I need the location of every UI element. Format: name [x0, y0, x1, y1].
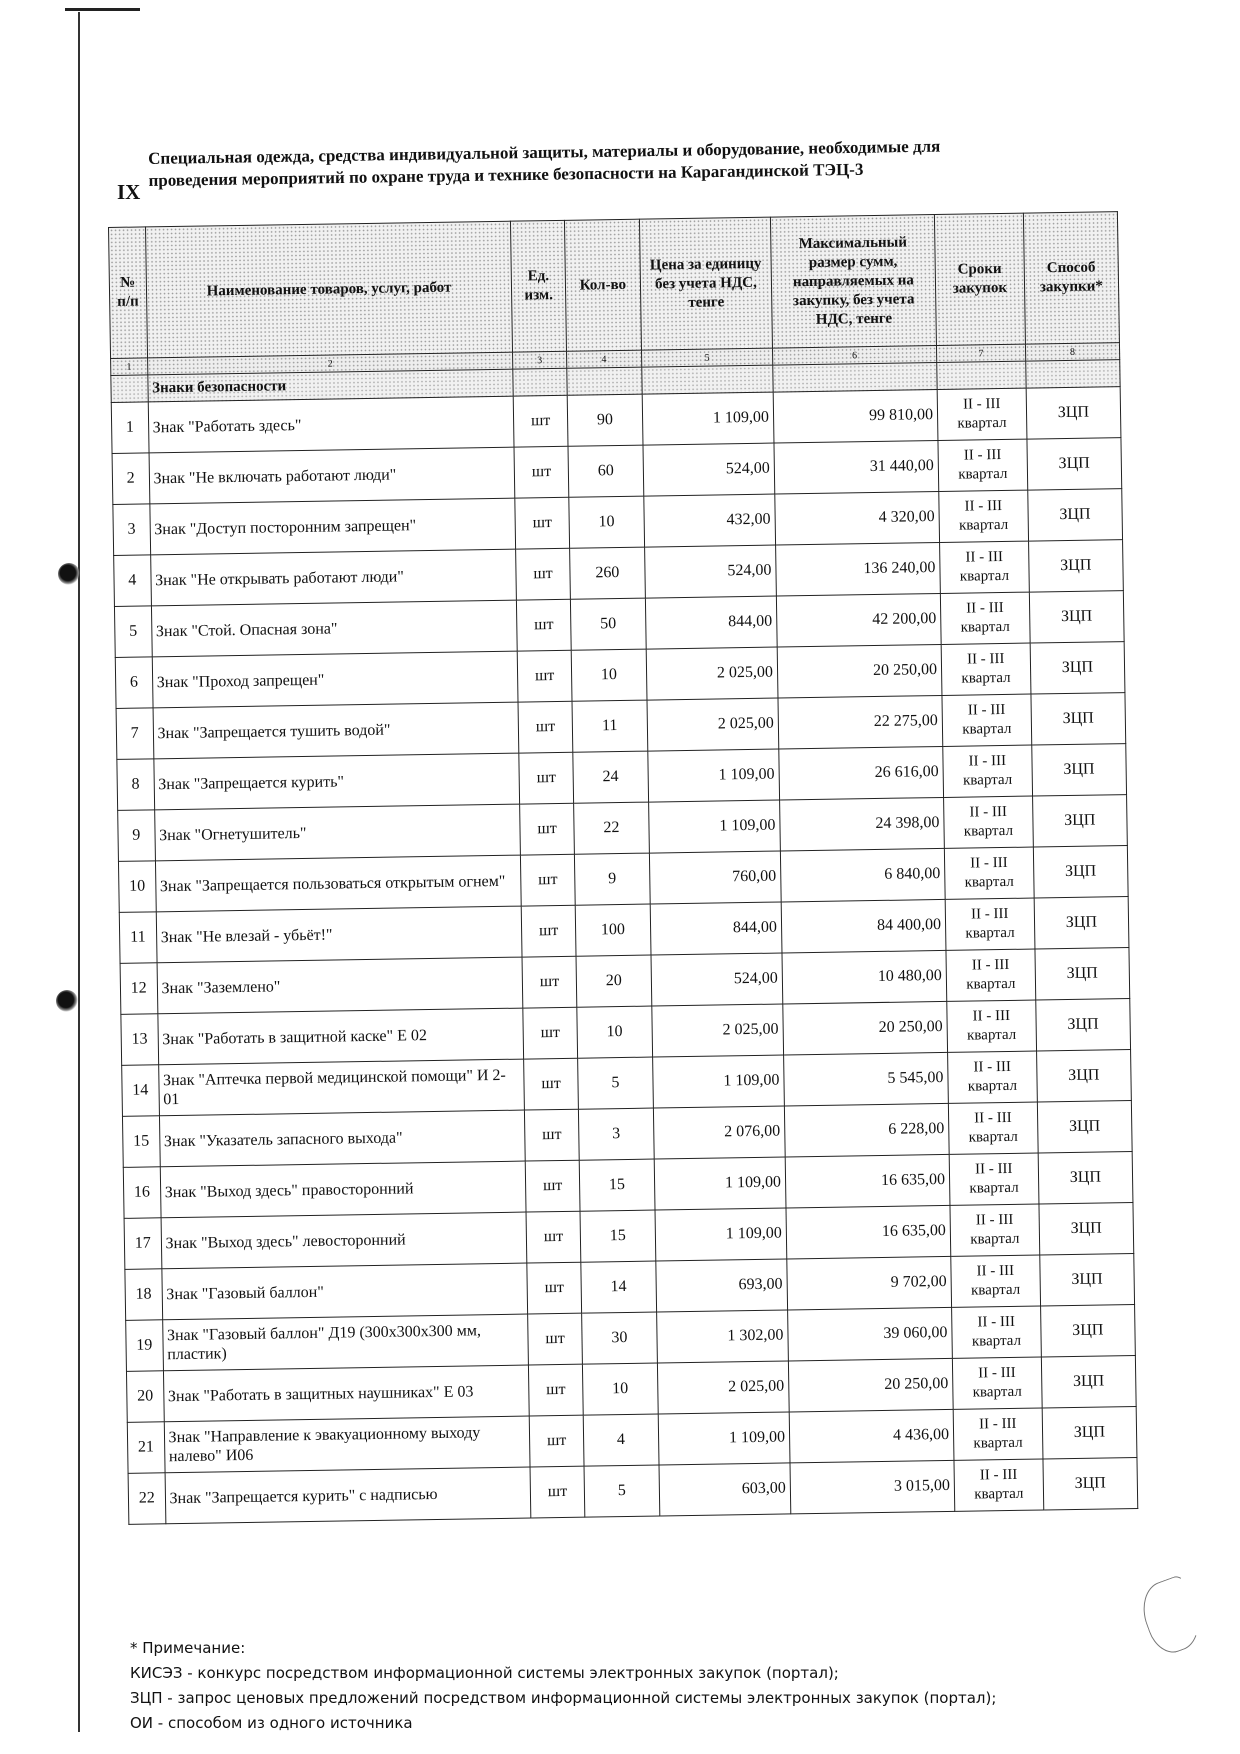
quantity-cell: 10	[568, 496, 644, 548]
unit-cell: шт	[524, 1058, 578, 1110]
item-name: Знак "Работать в защитных наушниках" Е 03	[163, 1365, 530, 1422]
quantity-cell: 22	[573, 802, 649, 854]
group-title: Знаки безопасности	[147, 369, 513, 402]
procurement-term-cell: II - III квартал	[953, 1408, 1042, 1460]
column-number: 7	[936, 344, 1025, 362]
total-sum-cell: 22 275,00	[778, 695, 943, 749]
item-name: Знак "Не открывать работают люди"	[150, 549, 517, 606]
unit-cell: шт	[517, 599, 571, 651]
total-sum-cell: 6 840,00	[780, 848, 945, 902]
column-number: 1	[111, 358, 148, 376]
procurement-method-cell: ЗЦП	[1042, 1406, 1137, 1458]
procurement-method-cell: ЗЦП	[1040, 1305, 1135, 1357]
item-name: Знак "Не влезай - убьёт!"	[156, 906, 523, 963]
procurement-term-cell: II - III квартал	[944, 796, 1033, 848]
unit-price-cell: 1 109,00	[642, 392, 774, 445]
procurement-method-cell: ЗЦП	[1039, 1203, 1134, 1255]
header-unit: Ед. изм.	[511, 220, 566, 352]
procurement-method-cell: ЗЦП	[1039, 1254, 1134, 1306]
header-name: Наименование товаров, услуг, работ	[145, 221, 513, 358]
punch-hole-mark	[56, 990, 78, 1012]
unit-price-cell: 524,00	[643, 443, 775, 496]
unit-cell: шт	[522, 905, 576, 957]
unit-cell: шт	[514, 446, 568, 498]
column-number: 5	[642, 348, 773, 367]
row-number: 9	[118, 810, 155, 862]
unit-price-cell: 1 109,00	[655, 1208, 787, 1261]
item-name: Знак "Выход здесь" правосторонний	[160, 1161, 527, 1218]
unit-cell: шт	[530, 1415, 584, 1467]
procurement-term-cell: II - III квартал	[940, 592, 1029, 644]
procurement-method-cell: ЗЦП	[1034, 897, 1129, 949]
unit-price-cell: 2 076,00	[653, 1106, 785, 1159]
table-header-row	[109, 212, 1120, 359]
unit-price-cell: 2 025,00	[657, 1361, 789, 1414]
procurement-method-cell: ЗЦП	[1032, 795, 1127, 847]
unit-price-cell: 524,00	[645, 545, 777, 598]
row-number: 18	[125, 1269, 162, 1321]
quantity-cell: 4	[583, 1414, 659, 1466]
signature-mark	[1134, 1573, 1207, 1658]
quantity-cell: 15	[580, 1210, 656, 1262]
quantity-cell: 100	[575, 904, 651, 956]
procurement-term-cell: II - III квартал	[940, 541, 1029, 593]
item-name: Знак "Заземлено"	[157, 957, 524, 1014]
item-name: Знак "Проход запрещен"	[152, 651, 519, 708]
row-number: 15	[122, 1116, 159, 1168]
item-name: Знак "Указатель запасного выхода"	[159, 1110, 526, 1167]
row-number: 4	[114, 555, 151, 607]
procurement-method-cell: ЗЦП	[1027, 438, 1122, 490]
total-sum-cell: 16 635,00	[785, 1154, 950, 1208]
procurement-term-cell: II - III квартал	[941, 643, 1030, 695]
top-rule	[65, 8, 140, 11]
row-number: 1	[111, 402, 148, 454]
quantity-cell: 5	[584, 1465, 660, 1517]
unit-cell: шт	[522, 956, 576, 1008]
header-sum: Максимальный размер сумм, направляемых на закупку, без учета НДС, тенге	[770, 215, 936, 349]
quantity-cell: 10	[571, 649, 647, 701]
unit-price-cell: 844,00	[650, 902, 782, 955]
note-line: КИСЭЗ - конкурс посредством информационной системы электронных закупок (портал);	[130, 1664, 839, 1682]
note-line: ОИ - способом из одного источника	[130, 1714, 413, 1732]
item-name: Знак "Запрещается курить" с надписью	[165, 1467, 532, 1524]
procurement-term-cell: II - III квартал	[939, 490, 1028, 542]
unit-cell: шт	[520, 803, 574, 855]
item-name: Знак "Выход здесь" левосторонний	[161, 1212, 528, 1269]
unit-cell: шт	[526, 1211, 580, 1263]
item-name: Знак "Газовый баллон" Д19 (300х300х300 мм, пластик)	[162, 1314, 529, 1371]
header-qty: Кол-во	[564, 219, 641, 351]
total-sum-cell: 16 635,00	[786, 1205, 951, 1259]
unit-price-cell: 1 109,00	[648, 749, 780, 802]
quantity-cell: 60	[568, 445, 644, 497]
unit-price-cell: 2 025,00	[646, 647, 778, 700]
column-number: 8	[1025, 343, 1120, 361]
quantity-cell: 24	[572, 751, 648, 803]
procurement-method-cell: ЗЦП	[1036, 1050, 1131, 1102]
row-number: 14	[122, 1065, 159, 1117]
row-number: 19	[126, 1320, 163, 1372]
procurement-method-cell: ЗЦП	[1028, 540, 1123, 592]
punch-hole-mark	[58, 563, 80, 585]
procurement-method-cell: ЗЦП	[1037, 1101, 1132, 1153]
column-number: 3	[513, 351, 566, 369]
item-name: Знак "Стой. Опасная зона"	[151, 600, 518, 657]
unit-cell: шт	[518, 701, 572, 753]
column-number: 6	[772, 346, 936, 366]
procurement-term-cell: II - III квартал	[943, 745, 1032, 797]
group-spacer	[111, 375, 148, 403]
procurement-term-cell: II - III квартал	[948, 1102, 1037, 1154]
row-number: 5	[114, 606, 151, 658]
procurement-term-cell: II - III квартал	[947, 1000, 1036, 1052]
procurement-term-cell: II - III квартал	[952, 1306, 1041, 1358]
row-number: 11	[119, 912, 156, 964]
unit-price-cell: 1 109,00	[654, 1157, 786, 1210]
procurement-term-cell: II - III квартал	[944, 847, 1033, 899]
unit-cell: шт	[530, 1466, 584, 1518]
procurement-term-cell: II - III квартал	[942, 694, 1031, 746]
group-spacer	[937, 361, 1026, 389]
quantity-cell: 3	[578, 1108, 654, 1160]
procurement-term-cell: II - III квартал	[954, 1459, 1043, 1511]
total-sum-cell: 5 545,00	[783, 1052, 948, 1106]
unit-cell: шт	[525, 1109, 579, 1161]
procurement-method-cell: ЗЦП	[1033, 846, 1128, 898]
item-name: Знак "Запрещается пользоваться открытым огнем"	[155, 855, 522, 912]
item-name: Знак "Газовый баллон"	[161, 1263, 528, 1320]
unit-cell: шт	[528, 1313, 582, 1365]
unit-price-cell: 1 109,00	[649, 800, 781, 853]
quantity-cell: 11	[572, 700, 648, 752]
total-sum-cell: 20 250,00	[788, 1358, 953, 1412]
total-sum-cell: 39 060,00	[788, 1307, 953, 1361]
header-term: Сроки закупок	[934, 213, 1025, 345]
quantity-cell: 9	[574, 853, 650, 905]
total-sum-cell: 4 320,00	[775, 491, 940, 545]
item-name: Знак "Не включать работают люди"	[149, 447, 516, 504]
group-spacer	[566, 367, 642, 395]
row-number: 21	[127, 1422, 164, 1474]
header-price: Цена за единицу без учета НДС, тенге	[640, 217, 773, 350]
unit-cell: шт	[515, 497, 569, 549]
column-number: 4	[566, 350, 642, 368]
row-number: 13	[121, 1014, 158, 1066]
unit-price-cell: 844,00	[645, 596, 777, 649]
unit-cell: шт	[514, 395, 568, 447]
group-spacer	[773, 362, 937, 392]
group-spacer	[642, 365, 773, 394]
item-name: Знак "Доступ посторонним запрещен"	[149, 498, 516, 555]
row-number: 16	[123, 1167, 160, 1219]
unit-price-cell: 2 025,00	[652, 1004, 784, 1057]
unit-cell: шт	[519, 752, 573, 804]
unit-price-cell: 760,00	[649, 851, 781, 904]
group-spacer	[1025, 360, 1120, 388]
row-number: 20	[126, 1371, 163, 1423]
item-name: Знак "Запрещается курить"	[153, 753, 520, 810]
procurement-method-cell: ЗЦП	[1035, 948, 1130, 1000]
procurement-method-cell: ЗЦП	[1038, 1152, 1133, 1204]
total-sum-cell: 3 015,00	[790, 1460, 955, 1514]
total-sum-cell: 9 702,00	[787, 1256, 952, 1310]
column-number: 2	[147, 352, 513, 375]
procurement-term-cell: II - III квартал	[946, 949, 1035, 1001]
total-sum-cell: 136 240,00	[775, 542, 940, 596]
procurement-method-cell: ЗЦП	[1030, 642, 1125, 694]
binding-rule	[78, 12, 80, 1732]
unit-cell: шт	[518, 650, 572, 702]
procurement-method-cell: ЗЦП	[1031, 744, 1126, 796]
row-number: 17	[124, 1218, 161, 1270]
quantity-cell: 260	[569, 547, 645, 599]
unit-price-cell: 1 302,00	[657, 1310, 789, 1363]
procurement-term-cell: II - III квартал	[937, 388, 1026, 440]
total-sum-cell: 20 250,00	[777, 644, 942, 698]
unit-cell: шт	[523, 1007, 577, 1059]
item-name: Знак "Направление к эвакуационному выходу налево" И06	[164, 1416, 531, 1473]
procurement-method-cell: ЗЦП	[1027, 489, 1122, 541]
row-number: 6	[115, 657, 152, 709]
quantity-cell: 10	[577, 1006, 653, 1058]
procurement-term-cell: II - III квартал	[951, 1255, 1040, 1307]
procurement-method-cell: ЗЦП	[1026, 387, 1121, 439]
unit-cell: шт	[526, 1160, 580, 1212]
item-name: Знак "Аптечка первой медицинской помощи" И 2-01	[158, 1059, 525, 1116]
section-number: IX	[117, 180, 141, 204]
notes-title: * Примечание:	[130, 1639, 246, 1657]
total-sum-cell: 42 200,00	[776, 593, 941, 647]
section-title: Специальная одежда, средства индивидуальной защиты, материалы и оборудование, необходимые для проведения мероприятий по охране труда и технике безопасности на Карагандинской ТЭЦ-3	[148, 136, 941, 190]
quantity-cell: 15	[579, 1159, 655, 1211]
procurement-table	[108, 211, 1138, 1525]
unit-price-cell: 524,00	[651, 953, 783, 1006]
quantity-cell: 50	[570, 598, 646, 650]
row-number: 8	[117, 759, 154, 811]
total-sum-cell: 26 616,00	[779, 746, 944, 800]
procurement-term-cell: II - III квартал	[938, 439, 1027, 491]
procurement-term-cell: II - III квартал	[952, 1357, 1041, 1409]
total-sum-cell: 24 398,00	[779, 797, 944, 851]
item-name: Знак "Запрещается тушить водой"	[153, 702, 520, 759]
total-sum-cell: 31 440,00	[774, 440, 939, 494]
procurement-method-cell: ЗЦП	[1031, 693, 1126, 745]
quantity-cell: 5	[577, 1057, 653, 1109]
procurement-term-cell: II - III квартал	[945, 898, 1034, 950]
header-num: № п/п	[109, 227, 148, 359]
procurement-term-cell: II - III квартал	[948, 1051, 1037, 1103]
quantity-cell: 14	[581, 1261, 657, 1313]
header-method: Способ закупки*	[1023, 212, 1119, 344]
item-name: Знак "Работать в защитной каске" Е 02	[157, 1008, 524, 1065]
row-number: 12	[120, 963, 157, 1015]
unit-cell: шт	[527, 1262, 581, 1314]
procurement-method-cell: ЗЦП	[1035, 999, 1130, 1051]
row-number: 3	[113, 504, 150, 556]
row-number: 7	[116, 708, 153, 760]
quantity-cell: 20	[576, 955, 652, 1007]
unit-price-cell: 1 109,00	[653, 1055, 785, 1108]
quantity-cell: 10	[582, 1363, 658, 1415]
note-line: ЗЦП - запрос ценовых предложений посредством информационной системы электронных закупок (портал);	[130, 1689, 997, 1707]
procurement-term-cell: II - III квартал	[950, 1204, 1039, 1256]
total-sum-cell: 99 810,00	[773, 389, 938, 443]
quantity-cell: 90	[567, 394, 643, 446]
footnotes	[130, 1636, 996, 1736]
row-number: 22	[128, 1473, 165, 1525]
unit-price-cell: 603,00	[659, 1463, 791, 1516]
unit-cell: шт	[516, 548, 570, 600]
unit-cell: шт	[521, 854, 575, 906]
unit-cell: шт	[529, 1364, 583, 1416]
procurement-term-cell: II - III квартал	[949, 1153, 1038, 1205]
unit-price-cell: 693,00	[656, 1259, 788, 1312]
unit-price-cell: 1 109,00	[658, 1412, 790, 1465]
quantity-cell: 30	[581, 1312, 657, 1364]
row-number: 2	[112, 453, 149, 505]
group-spacer	[513, 368, 567, 396]
procurement-method-cell: ЗЦП	[1029, 591, 1124, 643]
procurement-method-cell: ЗЦП	[1043, 1457, 1138, 1509]
total-sum-cell: 84 400,00	[781, 899, 946, 953]
unit-price-cell: 2 025,00	[647, 698, 779, 751]
total-sum-cell: 10 480,00	[782, 950, 947, 1004]
row-number: 10	[118, 861, 155, 913]
total-sum-cell: 6 228,00	[784, 1103, 949, 1157]
unit-price-cell: 432,00	[644, 494, 776, 547]
total-sum-cell: 20 250,00	[783, 1001, 948, 1055]
procurement-method-cell: ЗЦП	[1041, 1356, 1136, 1408]
total-sum-cell: 4 436,00	[789, 1409, 954, 1463]
item-name: Знак "Работать здесь"	[148, 396, 515, 453]
item-name: Знак "Огнетушитель"	[154, 804, 521, 861]
